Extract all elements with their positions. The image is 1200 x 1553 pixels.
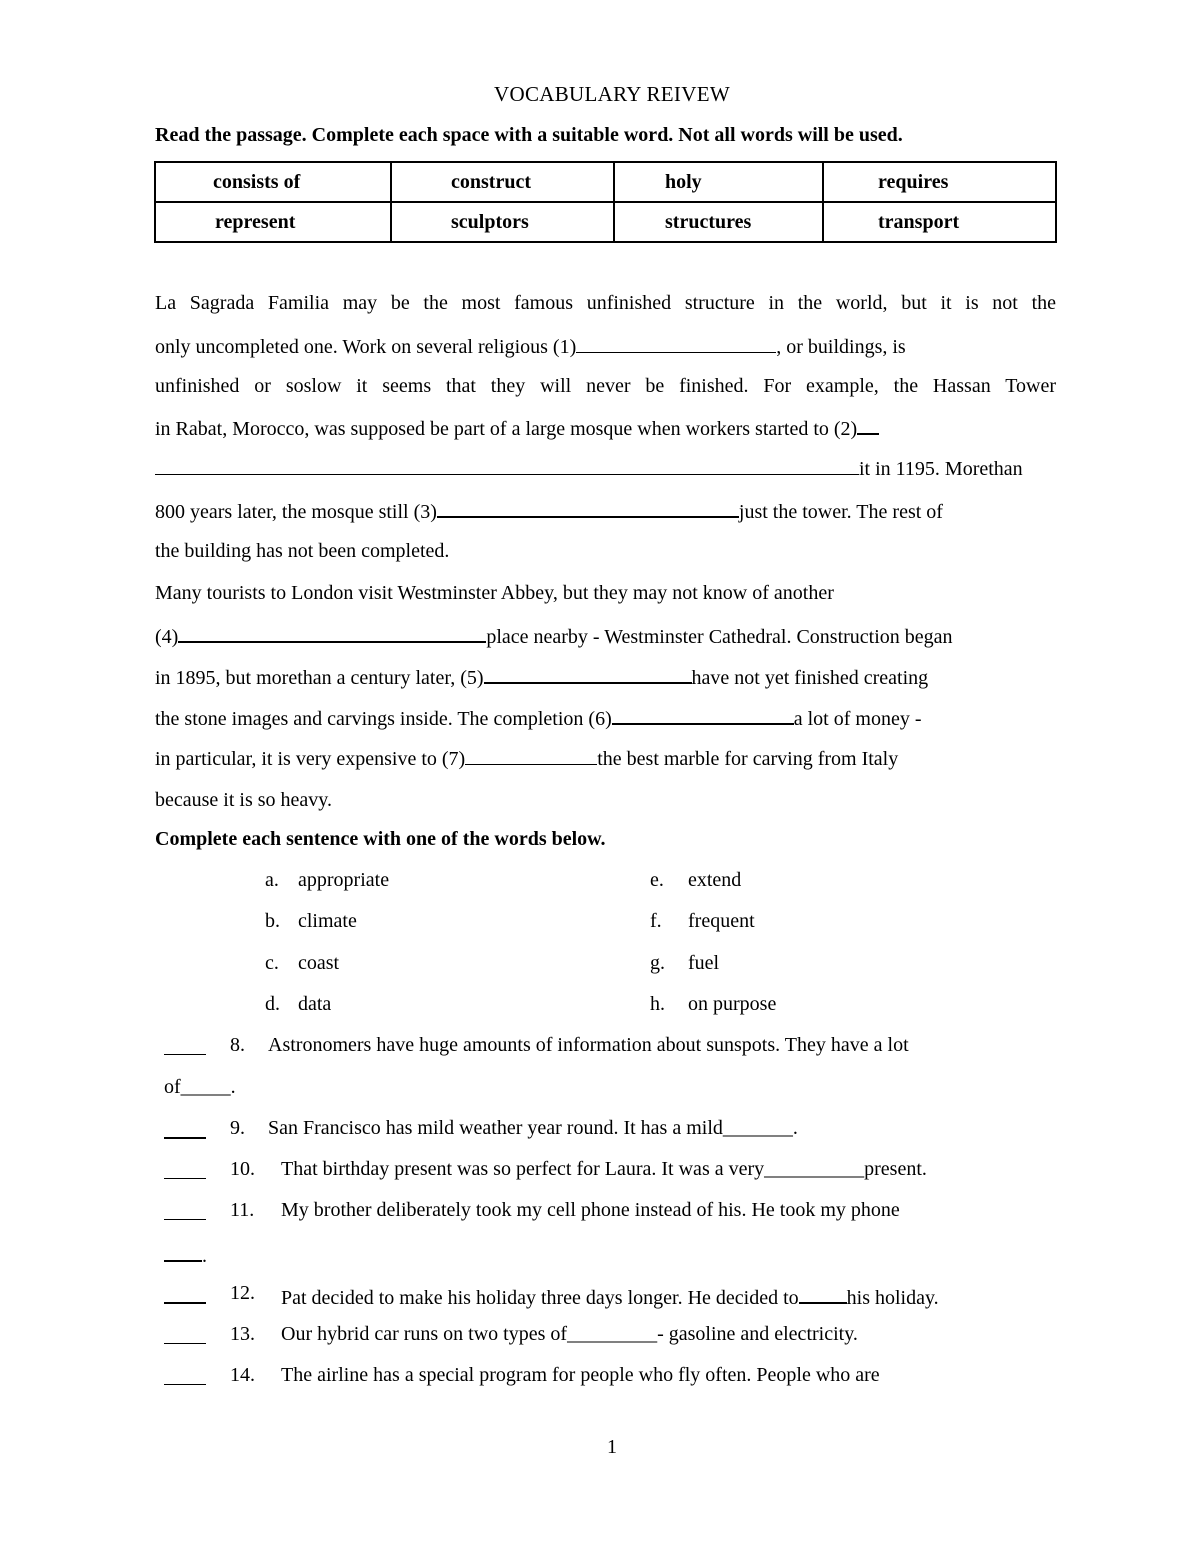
answer-blank-1[interactable]: [576, 332, 776, 353]
option-item: d. data: [265, 993, 332, 1015]
answer-box-11[interactable]: [164, 1199, 206, 1226]
answer-box-12[interactable]: [164, 1282, 206, 1310]
option-item: f. frequent: [650, 910, 755, 932]
option-item: a. appropriate: [265, 869, 390, 891]
question-text: The airline has a special program for people who fly often. People who are: [281, 1364, 880, 1386]
passage-line: Many tourists to London visit Westminster Abbey, but they may not know of another: [155, 582, 834, 604]
passage-text: (4): [155, 626, 179, 648]
answer-box-8[interactable]: [164, 1034, 206, 1061]
word-bank-cell: transport: [878, 210, 960, 233]
passage-text: in particular, it is very expensive to (7): [155, 748, 466, 770]
question-text-continued: of_____.: [164, 1076, 236, 1098]
passage-line: La Sagrada Familia may be the most famous unfinished structure in the world, but it is not the: [155, 292, 1056, 314]
passage-text: , or buildings, is: [776, 336, 906, 358]
question-text: Astronomers have huge amounts of information about sunspots. They have a lot: [268, 1034, 909, 1056]
question-text: Pat decided to make his holiday three days longer. He decided to his holiday.: [281, 1282, 939, 1310]
instruction-passage: Read the passage. Complete each space with a suitable word. Not all words will be used.: [155, 124, 903, 146]
passage-text: the best marble for carving from Italy: [597, 748, 899, 770]
option-item: e. extend: [650, 869, 742, 891]
answer-blank-12[interactable]: [799, 1282, 847, 1304]
option-item: c. coast: [265, 952, 340, 974]
passage-line: [155, 332, 906, 360]
passage-line: [155, 662, 928, 690]
option-item: g. fuel: [650, 952, 720, 974]
passage-line: [155, 744, 898, 772]
question-number: 9.: [230, 1117, 245, 1139]
question-text: Our hybrid car runs on two types of_________- gasoline and electricity.: [281, 1323, 858, 1345]
word-bank-cell: holy: [665, 170, 702, 193]
passage-text: place nearby - Westminster Cathedral. Construction began: [486, 626, 953, 648]
question-number: 12.: [230, 1282, 255, 1304]
question-number: 8.: [230, 1034, 245, 1056]
answer-box-13[interactable]: [164, 1323, 206, 1350]
passage-line: [155, 621, 953, 649]
word-bank-cell: requires: [878, 170, 949, 193]
answer-blank-7[interactable]: [465, 744, 597, 765]
question-text-continued: .: [164, 1240, 207, 1268]
page-title: VOCABULARY REIVEW: [494, 82, 730, 106]
question-text: San Francisco has mild weather year round. It has a mild_______.: [268, 1117, 798, 1139]
option-item: b. climate: [265, 910, 357, 932]
word-bank-cell: consists of: [213, 170, 301, 193]
passage-text: a lot of money -: [793, 708, 922, 730]
passage-text: just the tower. The rest of: [738, 501, 943, 523]
passage-line: [155, 496, 943, 524]
question-number: 10.: [230, 1158, 255, 1180]
answer-blank-4[interactable]: [178, 621, 486, 643]
word-bank-cell: represent: [215, 210, 296, 233]
question-text: That birthday present was so perfect for Laura. It was a very__________present.: [281, 1158, 927, 1180]
passage-line: [155, 703, 922, 731]
word-bank-cell: structures: [665, 210, 752, 233]
option-item: h. on purpose: [650, 993, 777, 1015]
question-number: 11.: [230, 1199, 255, 1221]
passage-line: because it is so heavy.: [155, 789, 332, 811]
question-number: 13.: [230, 1323, 255, 1345]
answer-blank-2-continued[interactable]: [155, 454, 859, 475]
answer-blank-3[interactable]: [437, 496, 739, 518]
passage-text: the stone images and carvings inside. The completion (6): [155, 708, 612, 730]
answer-blank-11[interactable]: [164, 1240, 202, 1262]
word-bank-cell: sculptors: [451, 210, 529, 233]
word-bank-row: [155, 162, 1056, 202]
answer-blank-6[interactable]: [612, 703, 794, 725]
question-text: My brother deliberately took my cell phone instead of his. He took my phone: [281, 1199, 900, 1221]
question-number: 14.: [230, 1364, 255, 1386]
answer-box-10[interactable]: [164, 1158, 206, 1185]
instruction-sentences: Complete each sentence with one of the words below.: [155, 828, 606, 850]
passage-text: 800 years later, the mosque still (3): [155, 501, 437, 523]
passage-text: only uncompleted one. Work on several religious (1): [155, 336, 577, 358]
page-number: 1: [607, 1436, 617, 1458]
passage-text: in 1895, but morethan a century later, (5): [155, 667, 484, 689]
word-bank-cell: construct: [451, 170, 531, 193]
answer-box-14[interactable]: [164, 1364, 206, 1391]
passage-text: in Rabat, Morocco, was supposed be part of a large mosque when workers started to (2): [155, 418, 858, 440]
passage-text: have not yet finished creating: [691, 667, 929, 689]
word-bank-row: [155, 202, 1056, 242]
answer-blank-2[interactable]: [857, 413, 879, 435]
answer-box-9[interactable]: [164, 1117, 206, 1145]
answer-blank-5[interactable]: [484, 662, 692, 684]
passage-line: [155, 413, 879, 441]
passage-line: unfinished or soslow it seems that they will never be finished. For example, the Hassan Tower: [155, 375, 1056, 397]
passage-line: the building has not been completed.: [155, 540, 450, 562]
word-bank-table: [154, 161, 1057, 243]
passage-text: it in 1195. Morethan: [859, 458, 1023, 480]
passage-line: [155, 454, 1023, 482]
